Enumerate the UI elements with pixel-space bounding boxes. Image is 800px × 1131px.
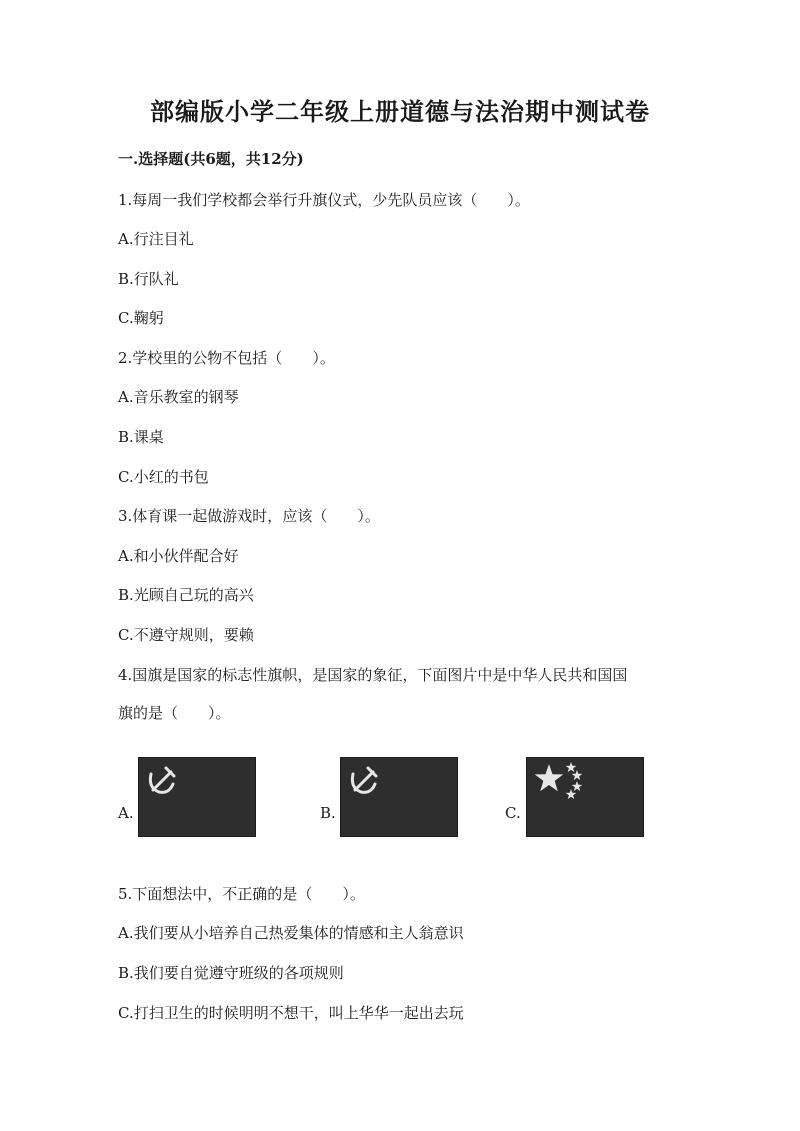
question-1-option-c: C.鞠躬: [118, 309, 164, 327]
question-3-option-a: A.和小伙伴配合好: [118, 547, 239, 565]
question-5-stem: 5.下面想法中，不正确的是（ ）。: [118, 885, 365, 903]
question-5-option-c: C.打扫卫生的时候明明不想干，叫上华华一起出去玩: [118, 1004, 464, 1022]
question-1-option-b: B.行队礼: [118, 270, 179, 288]
question-4-option-b: B.: [320, 804, 336, 822]
question-2-stem: 2.学校里的公物不包括（ ）。: [118, 349, 335, 367]
question-5-option-b: B.我们要自觉遵守班级的各项规则: [118, 964, 344, 982]
hammer-sickle-flag-icon: [340, 757, 458, 837]
question-1-option-a: A.行注目礼: [118, 230, 194, 248]
question-4-stem-line2: 旗的是（ ）。: [118, 704, 231, 722]
question-5-option-a: A.我们要从小培养自己热爱集体的情感和主人翁意识: [118, 924, 464, 942]
question-3-option-c: C.不遵守规则，要赖: [118, 626, 254, 644]
question-4-stem-line1: 4.国旗是国家的标志性旗帜，是国家的象征，下面图片中是中华人民共和国国: [118, 666, 628, 684]
question-2-option-a: A.音乐教室的钢琴: [118, 388, 239, 406]
question-3-option-b: B.光顾自己玩的高兴: [118, 586, 254, 604]
question-4-option-a: A.: [118, 804, 134, 822]
question-2-option-b: B.课桌: [118, 428, 164, 446]
question-4-option-c: C.: [505, 804, 521, 822]
five-star-flag-icon: [526, 757, 644, 837]
question-1-stem: 1.每周一我们学校都会举行升旗仪式，少先队员应该（ ）。: [118, 191, 530, 209]
hammer-sickle-flag-icon: [138, 757, 256, 837]
section-heading: 一.选择题(共6题，共12分): [118, 150, 304, 168]
question-3-stem: 3.体育课一起做游戏时，应该（ ）。: [118, 507, 380, 525]
question-2-option-c: C.小红的书包: [118, 468, 209, 486]
page-title: 部编版小学二年级上册道德与法治期中测试卷: [150, 97, 650, 126]
